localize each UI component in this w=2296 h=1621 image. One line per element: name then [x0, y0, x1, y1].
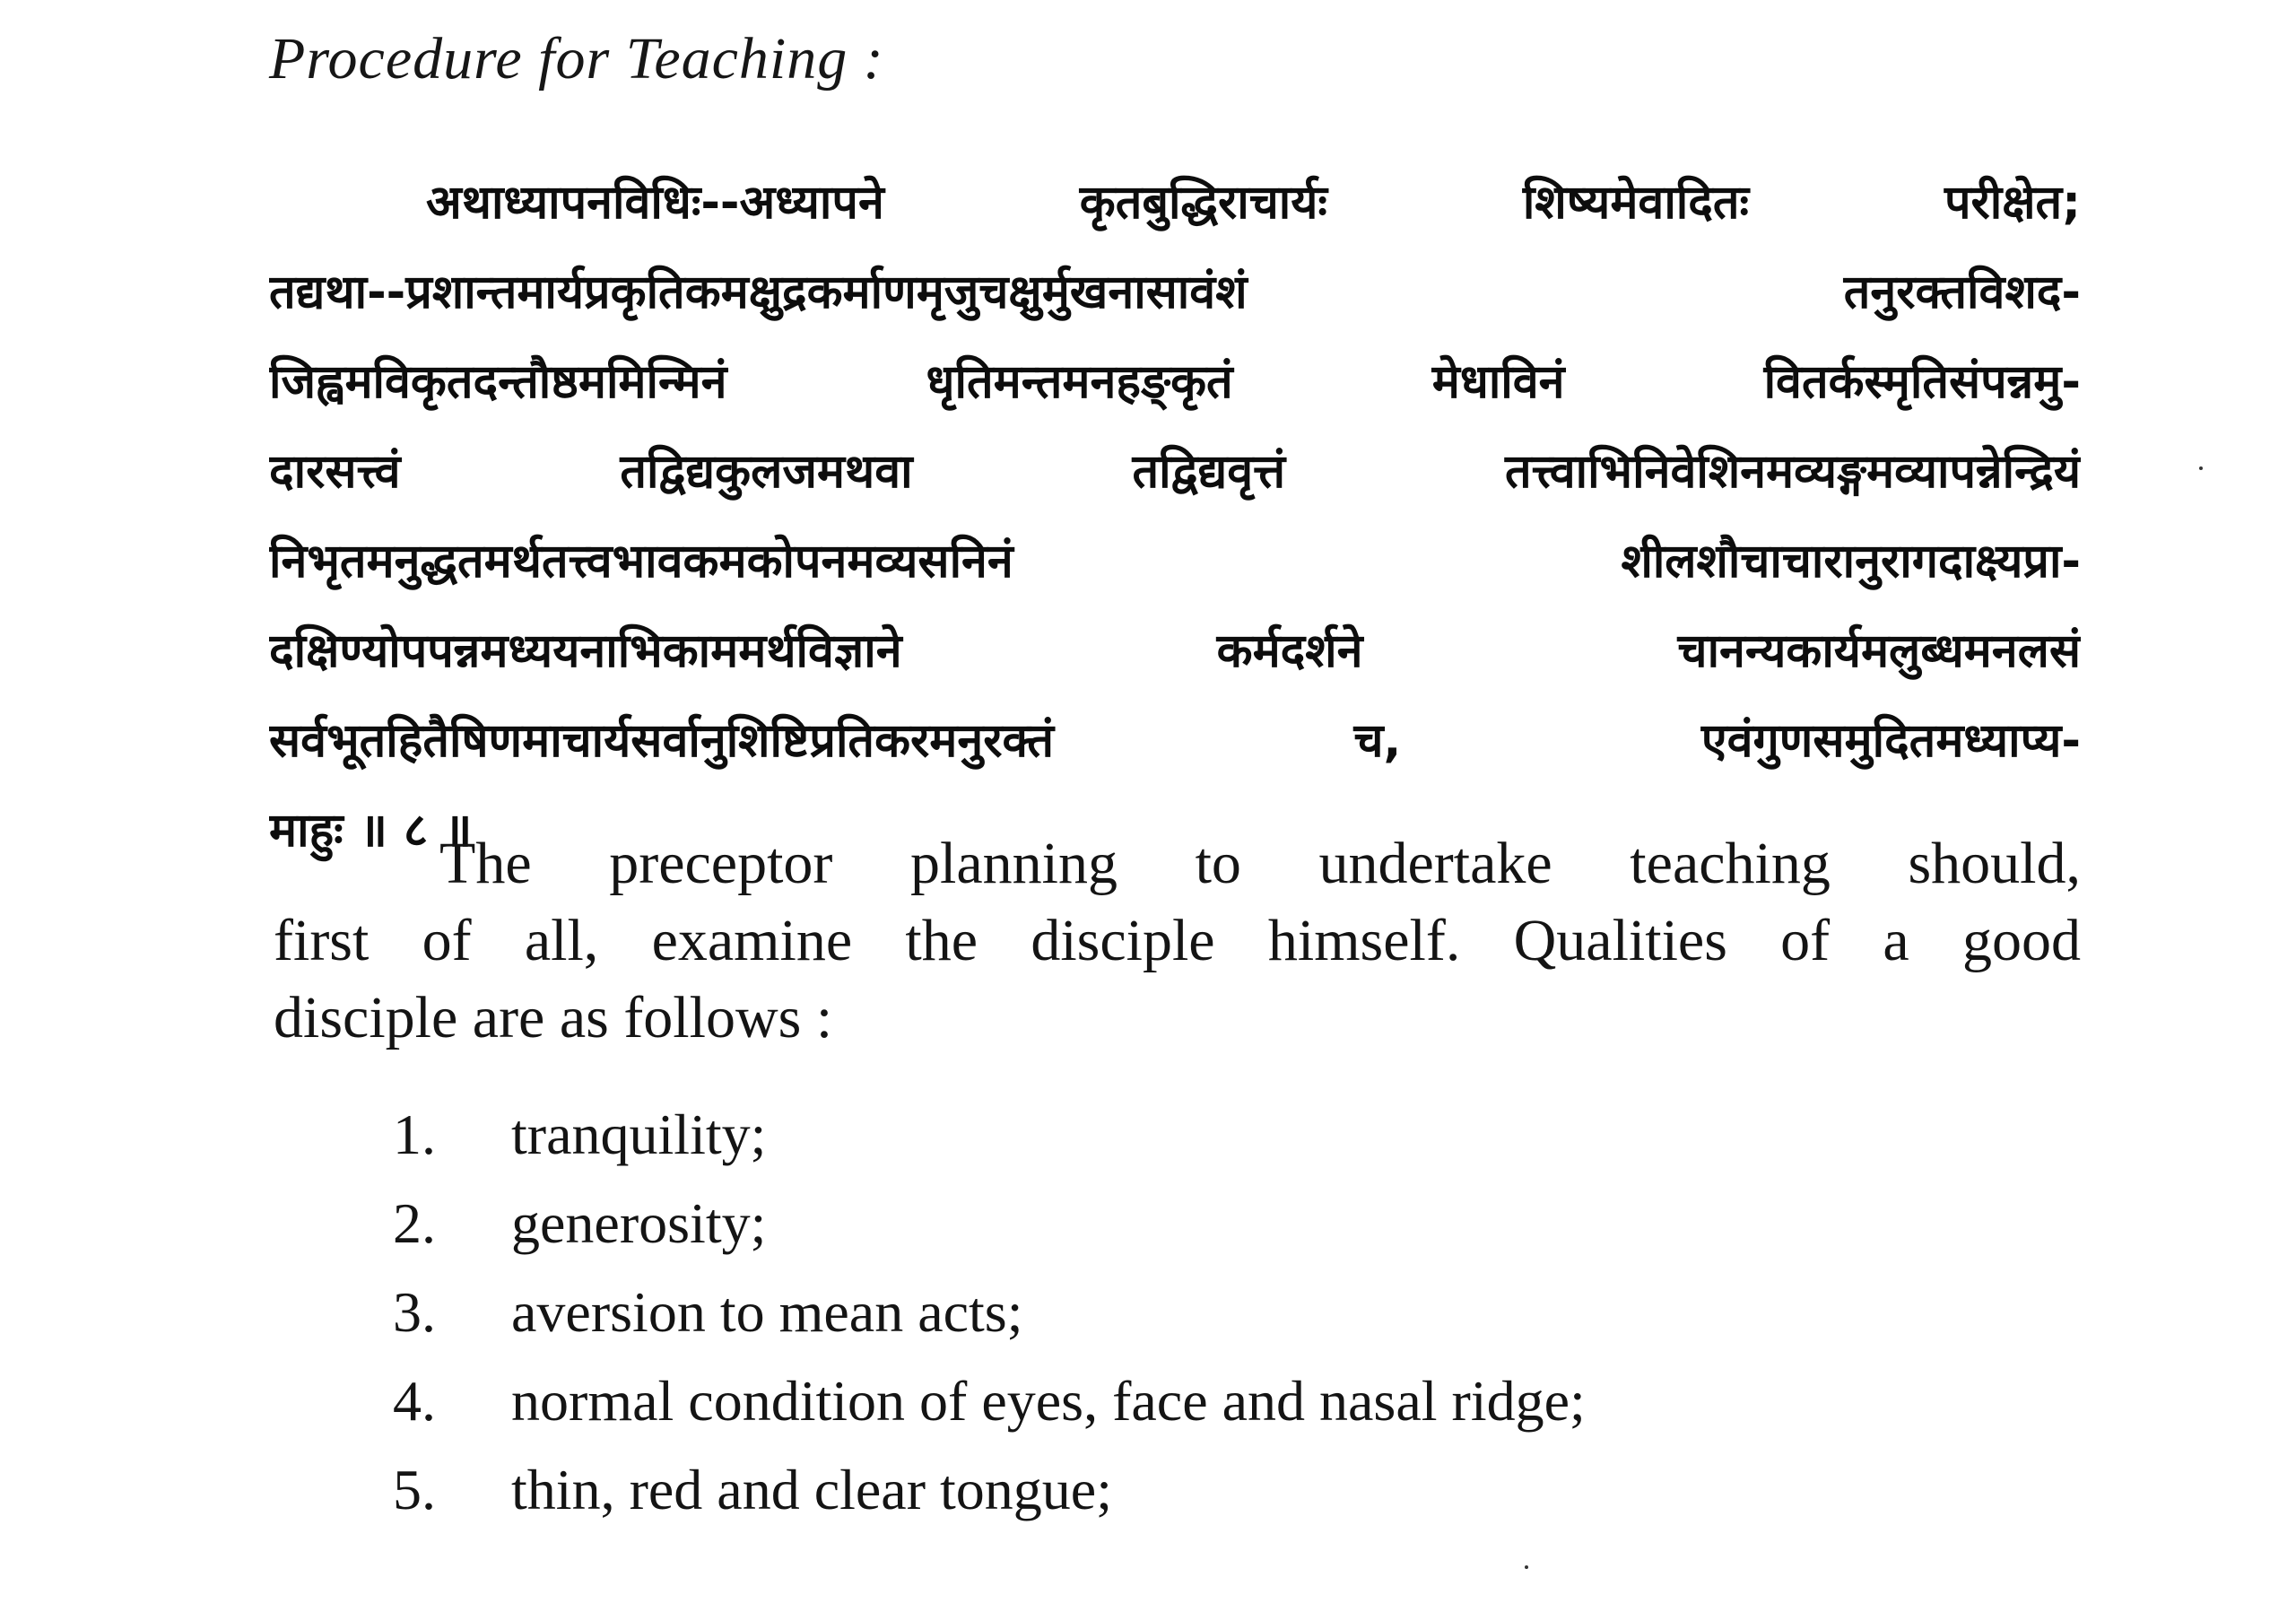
- sanskrit-line: दारसत्त्वं तद्विद्यकुलजमथवा तद्विद्यवृत्तं तत्त्वाभिनिवेशिनमव्यङ्गमव्यापन्नेन्द्रियं: [269, 445, 2081, 499]
- list-item: [393, 1179, 1586, 1268]
- list-item-text: generosity;: [511, 1191, 767, 1255]
- sanskrit-line: अथाध्यापनविधिः--अध्यापने कृतबुद्धिराचार्यः शिष्यमेवादितः परीक्षेत;: [426, 176, 2081, 230]
- list-item: [393, 1090, 1586, 1179]
- list-item-number: 2.: [393, 1191, 436, 1255]
- sanskrit-line: निभृतमनुद्धतमर्थतत्त्वभावकमकोपनमव्यसनिनं शीलशौचाचारानुरागदाक्ष्यप्रा-: [269, 535, 2081, 588]
- list-item-text: tranquility;: [511, 1102, 767, 1166]
- qualities-list: [393, 1090, 1586, 1534]
- list-item-text: aversion to mean acts;: [511, 1280, 1023, 1344]
- list-item-number: 3.: [393, 1280, 436, 1344]
- list-item: [393, 1356, 1586, 1445]
- list-item-text: thin, red and clear tongue;: [511, 1458, 1112, 1521]
- scan-speck: [2199, 466, 2203, 470]
- sanskrit-verse: [269, 158, 2081, 876]
- english-translation: [274, 825, 2081, 1057]
- translation-line: The preceptor planning to undertake teaching should,: [439, 831, 2081, 896]
- list-item: [393, 1268, 1586, 1356]
- scan-speck: [1525, 1565, 1528, 1569]
- list-item: [393, 1445, 1586, 1534]
- sanskrit-line: दक्षिण्योपपन्नमध्ययनाभिकाममर्थविज्ञाने कर्मदर्शने चानन्यकार्यमलुब्धमनलसं: [269, 624, 2081, 678]
- sanskrit-line: सर्वभूतहितैषिणमाचार्यसर्वानुशिष्टिप्रतिकरमनुरक्तं च, एवंगुणसमुदितमध्याप्य-: [269, 714, 2081, 768]
- sanskrit-line: तद्यथा--प्रशान्तमार्यप्रकृतिकमक्षुद्रकर्माणमृजुचक्षुर्मुखनासावंशं तनुरक्तविशद-: [269, 266, 2081, 319]
- sanskrit-line: माहुः ॥ ८ ॥: [269, 804, 473, 858]
- translation-line: first of all, examine the disciple himself. Qualities of a good: [274, 908, 2081, 973]
- list-item-number: 5.: [393, 1458, 436, 1521]
- list-item-number: 4.: [393, 1369, 436, 1433]
- sanskrit-line: जिह्वमविकृतदन्तौष्ठममिन्मिनं धृतिमन्तमनहङ्कृतं मेधाविनं वितर्कस्मृतिसंपन्नमु-: [269, 355, 2081, 409]
- list-item-text: normal condition of eyes, face and nasal ridge;: [511, 1369, 1586, 1433]
- translation-line: disciple are as follows :: [274, 985, 833, 1050]
- list-item-number: 1.: [393, 1102, 436, 1166]
- section-heading: Procedure for Teaching :: [269, 26, 884, 92]
